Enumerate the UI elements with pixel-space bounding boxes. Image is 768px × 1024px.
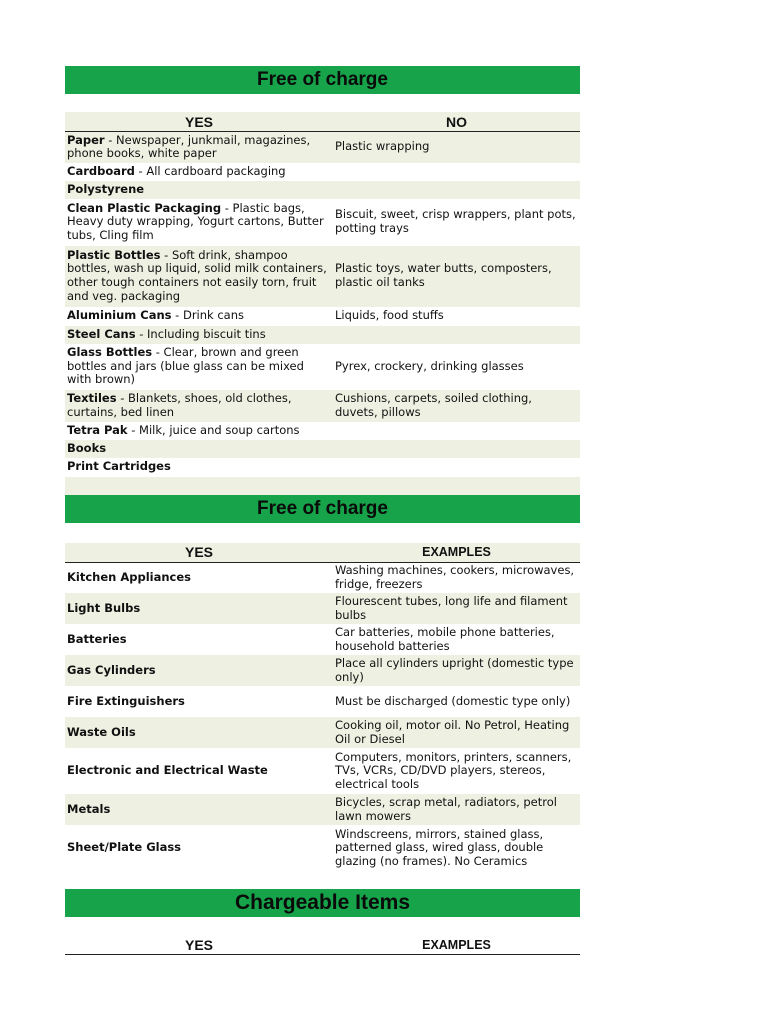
item-no bbox=[333, 458, 580, 477]
section3-col-yes: YES bbox=[65, 935, 333, 955]
section3-banner: Chargeable Items bbox=[65, 889, 580, 917]
item-no bbox=[333, 422, 580, 440]
item-examples: Must be discharged (domestic type only) bbox=[335, 693, 571, 708]
item-name: Light Bulbs bbox=[65, 593, 333, 624]
item-name: Waste Oils bbox=[65, 717, 333, 748]
table-row bbox=[65, 794, 580, 825]
item-name: Kitchen Appliances bbox=[67, 569, 192, 584]
table-row bbox=[65, 326, 580, 344]
item-no: Pyrex, crockery, drinking glasses bbox=[335, 358, 524, 373]
item-detail: - All cardboard packaging bbox=[134, 163, 286, 178]
table-row-blank bbox=[65, 477, 580, 495]
table-row bbox=[65, 422, 580, 440]
table-row bbox=[65, 246, 580, 307]
item-name: Electronic and Electrical Waste bbox=[67, 763, 268, 778]
item-detail: - Milk, juice and soup cartons bbox=[127, 422, 300, 437]
item-detail: - Drink cans bbox=[171, 308, 244, 323]
item-examples: Washing machines, cookers, microwaves, fridge, freezers bbox=[335, 563, 575, 591]
item-name: Clean Plastic Packaging bbox=[67, 200, 222, 215]
table-row bbox=[65, 624, 580, 655]
item-name: Cardboard bbox=[67, 163, 135, 178]
table-row bbox=[65, 132, 580, 163]
table-row bbox=[65, 686, 580, 717]
item-name: Fire Extinguishers bbox=[67, 693, 185, 708]
item-detail: - Newspaper, junkmail, magazines, phone books, white paper bbox=[67, 132, 311, 161]
section3-table bbox=[65, 935, 580, 955]
section2-col-examples: EXAMPLES bbox=[333, 543, 580, 563]
item-no: Liquids, food stuffs bbox=[335, 308, 444, 323]
table-row bbox=[65, 181, 580, 199]
item-name: Steel Cans bbox=[67, 326, 136, 341]
item-name: Glass Bottles bbox=[67, 345, 153, 360]
table-row bbox=[65, 748, 580, 794]
item-no: Plastic toys, water butts, composters, plastic oil tanks bbox=[333, 246, 580, 307]
table-row bbox=[65, 440, 580, 458]
section1-col-yes: YES bbox=[65, 112, 333, 132]
item-name: Batteries bbox=[67, 631, 127, 646]
section2-col-yes: YES bbox=[65, 543, 333, 563]
item-examples: Flourescent tubes, long life and filament bulbs bbox=[333, 593, 580, 624]
table-row bbox=[65, 593, 580, 624]
table-row bbox=[65, 199, 580, 246]
item-name: Polystyrene bbox=[67, 181, 145, 196]
section1-banner: Free of charge bbox=[65, 66, 580, 94]
item-examples: Cooking oil, motor oil. No Petrol, Heating Oil or Diesel bbox=[333, 717, 580, 748]
item-no bbox=[333, 163, 580, 181]
item-name: Print Cartridges bbox=[67, 459, 171, 474]
item-detail: - Including biscuit tins bbox=[135, 326, 266, 341]
item-detail: - Blankets, shoes, old clothes, curtains, bed linen bbox=[67, 390, 292, 419]
table-row bbox=[65, 344, 580, 390]
table-row bbox=[65, 390, 580, 422]
table-row bbox=[65, 307, 580, 326]
section2-table bbox=[65, 543, 580, 872]
item-no: Biscuit, sweet, crisp wrappers, plant pots, potting trays bbox=[335, 207, 576, 235]
item-examples: Place all cylinders upright (domestic type only) bbox=[333, 655, 580, 686]
item-name: Paper bbox=[67, 132, 105, 147]
item-examples: Car batteries, mobile phone batteries, household batteries bbox=[335, 624, 555, 653]
item-name: Gas Cylinders bbox=[65, 655, 333, 686]
item-name: Plastic Bottles bbox=[67, 247, 161, 262]
item-name: Tetra Pak bbox=[67, 422, 128, 437]
item-no bbox=[333, 326, 580, 344]
table-row bbox=[65, 655, 580, 686]
item-no bbox=[333, 181, 580, 199]
item-examples: Windscreens, mirrors, stained glass, patterned glass, wired glass, double glazing (no frames). No Ceramics bbox=[335, 826, 544, 868]
item-examples: Computers, monitors, printers, scanners, TVs, VCRs, CD/DVD players, stereos, electrical tools bbox=[335, 749, 572, 791]
item-name: Metals bbox=[65, 794, 333, 825]
table-row bbox=[65, 458, 580, 477]
table-row bbox=[65, 717, 580, 748]
table-row bbox=[65, 163, 580, 181]
item-examples: Bicycles, scrap metal, radiators, petrol lawn mowers bbox=[333, 794, 580, 825]
item-name: Aluminium Cans bbox=[67, 308, 172, 323]
item-no: Plastic wrapping bbox=[333, 132, 580, 163]
recycling-sheet bbox=[65, 66, 580, 955]
item-detail: - Soft drink, shampoo bottles, wash up liquid, solid milk containers, other tough containers not easily torn, fruit and veg. packaging bbox=[67, 247, 327, 303]
item-name: Sheet/Plate Glass bbox=[67, 840, 182, 855]
section3-col-examples: EXAMPLES bbox=[333, 935, 580, 955]
item-name: Textiles bbox=[67, 390, 117, 405]
section1-col-no: NO bbox=[333, 112, 580, 132]
item-name: Books bbox=[67, 440, 107, 455]
section1-table bbox=[65, 112, 580, 495]
item-detail: - Plastic bags, Heavy duty wrapping, Yogurt cartons, Butter tubs, Cling film bbox=[67, 200, 324, 242]
item-no: Cushions, carpets, soiled clothing, duvets, pillows bbox=[333, 390, 580, 422]
item-detail: - Clear, brown and green bottles and jars (blue glass can be mixed with brown) bbox=[67, 345, 304, 387]
section2-banner: Free of charge bbox=[65, 495, 580, 523]
item-no bbox=[333, 440, 580, 458]
table-row bbox=[65, 825, 580, 871]
table-row bbox=[65, 562, 580, 593]
